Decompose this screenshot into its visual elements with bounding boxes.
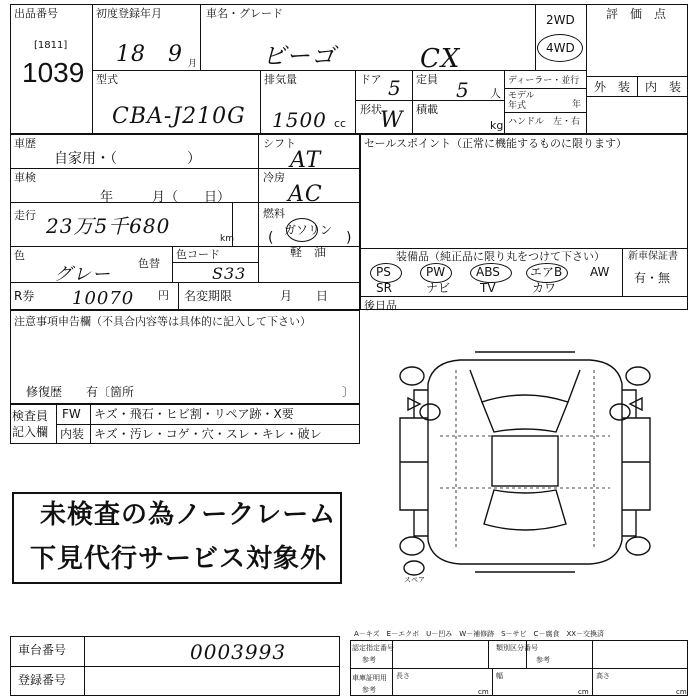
cert-sub: 参考 (362, 656, 376, 664)
color-code-label: 色コード (176, 248, 220, 261)
model-year-label: モデル年式 (508, 91, 535, 111)
name-change-value: 月 日 (280, 289, 329, 303)
length-unit: cm (478, 688, 489, 696)
equip-pw: PW (426, 265, 446, 279)
equip-sr: SR (376, 281, 392, 295)
model-value: CBA-J210G (112, 104, 246, 129)
color-label: 色 (14, 249, 25, 262)
displacement-label: 排気量 (264, 73, 297, 86)
width-unit: cm (578, 688, 589, 696)
warranty-value: 有・無 (634, 271, 671, 285)
notice-line1: 未検査の為ノークレーム (40, 500, 337, 530)
repair-close: 〕 (342, 385, 355, 399)
seats-label: 定員 (416, 73, 438, 86)
equip-ps: PS (376, 265, 391, 279)
door-value: 5 (388, 76, 402, 100)
fuel-gas-circle (286, 218, 318, 242)
inspector-label: 検査員記入欄 (12, 409, 49, 439)
first-reg-label: 初度登録年月 (96, 7, 162, 20)
first-reg-month: 9 (168, 42, 183, 67)
model-year-unit: 年 (572, 100, 582, 110)
car-diagram (360, 340, 690, 590)
spare-label: スペア (404, 576, 425, 584)
equip-aw: AW (590, 265, 610, 279)
displacement-unit: cc (334, 117, 347, 130)
recycle-unit: 円 (158, 289, 169, 302)
mileage-label: 走行 (14, 209, 36, 222)
disp-cert-sub: 参考 (362, 686, 376, 694)
color-change-label: 色替 (138, 257, 160, 270)
class-label: 類別区分番号 (496, 644, 538, 652)
drive-2wd: 2WD (546, 13, 575, 27)
equip-tv: TV (480, 281, 496, 295)
interior-eval-label: 内 装 (645, 80, 682, 94)
load-label: 積載 (416, 103, 438, 116)
height-label: 高さ (596, 672, 610, 680)
shape-label: 形状 (360, 103, 382, 116)
name-grade-label: 車名・グレード (206, 7, 283, 20)
inspection-label: 車検 (14, 171, 36, 184)
equipment-label: 装備品（純正品に限り丸をつけて下さい） (396, 250, 605, 263)
chassis-label: 車台番号 (18, 643, 67, 657)
mileage-value: 23万5千680 (46, 214, 171, 238)
first-reg-month-unit: 月 (188, 59, 198, 69)
drive-4wd: 4WD (546, 41, 575, 55)
sales-point-label: セールスポイント（正常に機能するものに限ります） (364, 137, 628, 150)
ac-value: AC (288, 182, 323, 207)
shape-value: W (380, 108, 404, 133)
shift-label: シフト (263, 137, 296, 150)
lot-number: 1039 (22, 57, 85, 88)
ac-label: 冷房 (263, 171, 285, 184)
mileage-unit: km (220, 234, 234, 244)
shift-value: AT (290, 148, 322, 173)
car-name: ビーゴ (262, 42, 337, 70)
fuel-gas: ガソリン (284, 223, 333, 237)
cert-label: 認定指定番号 (352, 644, 394, 652)
equip-airbag: エアB (530, 265, 563, 279)
seats-unit: 人 (490, 87, 501, 100)
equip-airbag-circle (526, 263, 568, 283)
drive-4wd-circle (537, 34, 583, 62)
fuel-bracket-right: ) (346, 230, 352, 246)
notice-line2: 下見代行サービス対象外 (30, 544, 328, 574)
interior-check-label: 内装 (60, 427, 85, 441)
recycle-label: R券 (14, 289, 35, 303)
fw-items: キズ・飛石・ヒビ割・リペア跡・X要 (94, 407, 294, 421)
usage-label: 車歴 (14, 137, 36, 150)
fuel-bracket-left: ( (268, 230, 274, 246)
repair-label: 修復歴 有〔箇所 (26, 385, 135, 399)
fw-label: FW (62, 407, 81, 421)
inspection-value: 年 月（ 日） (100, 190, 231, 205)
length-label: 長さ (396, 672, 410, 680)
post-equipment-label: 後日品 (364, 299, 397, 312)
load-unit: kg (490, 119, 504, 132)
displacement-value: 1500 (272, 108, 327, 132)
eval-label: 評 価 点 (606, 7, 667, 21)
width-label: 幅 (496, 672, 503, 680)
model-label: 型式 (96, 73, 118, 86)
equip-leather: カワ (532, 281, 557, 295)
equip-abs-circle (470, 263, 512, 283)
equip-navi: ナビ (426, 281, 451, 295)
dealer-label: ディーラー・並行 (508, 76, 580, 86)
interior-items: キズ・汚レ・コゲ・穴・スレ・キレ・破レ (94, 427, 322, 441)
recycle-value: 10070 (72, 288, 135, 309)
height-unit: cm (676, 688, 687, 696)
exterior-label: 外 装 (594, 80, 631, 94)
name-change-label: 名変期限 (184, 289, 233, 303)
equip-abs: ABS (476, 265, 500, 279)
reg-label: 登録番号 (18, 673, 67, 687)
chassis-value: 0003993 (190, 640, 287, 664)
equip-ps-circle (370, 263, 402, 283)
seats-value: 5 (456, 78, 470, 102)
damage-legend: A－キズ E－エクボ U－凹み W－補修跡 S－サビ C－腐食 XX－交換済 (354, 630, 605, 638)
equip-pw-circle (420, 263, 452, 283)
equipment-row2 (370, 282, 620, 296)
usage-value: 自家用・（ ） (54, 151, 201, 167)
door-label: ドア (360, 73, 382, 86)
color-code-value: S33 (212, 264, 247, 283)
disp-cert-label: 車庫証明用 (352, 674, 387, 682)
lot-code: [1811] (34, 40, 68, 51)
fuel-label: 燃料 (263, 207, 285, 220)
class-sub: 参考 (536, 656, 550, 664)
caution-label: 注意事項申告欄（不具合内容等は具体的に記入して下さい） (14, 315, 311, 328)
color-value: グレー (54, 264, 111, 285)
grade: CX (420, 44, 461, 74)
lot-label: 出品番号 (14, 7, 58, 20)
handle-label: ハンドル 左・右 (508, 117, 581, 127)
fuel-diesel: 軽 油 (290, 245, 327, 259)
first-reg-year: 18 (116, 42, 146, 67)
new-warranty-label: 新車保証書 (628, 251, 678, 262)
